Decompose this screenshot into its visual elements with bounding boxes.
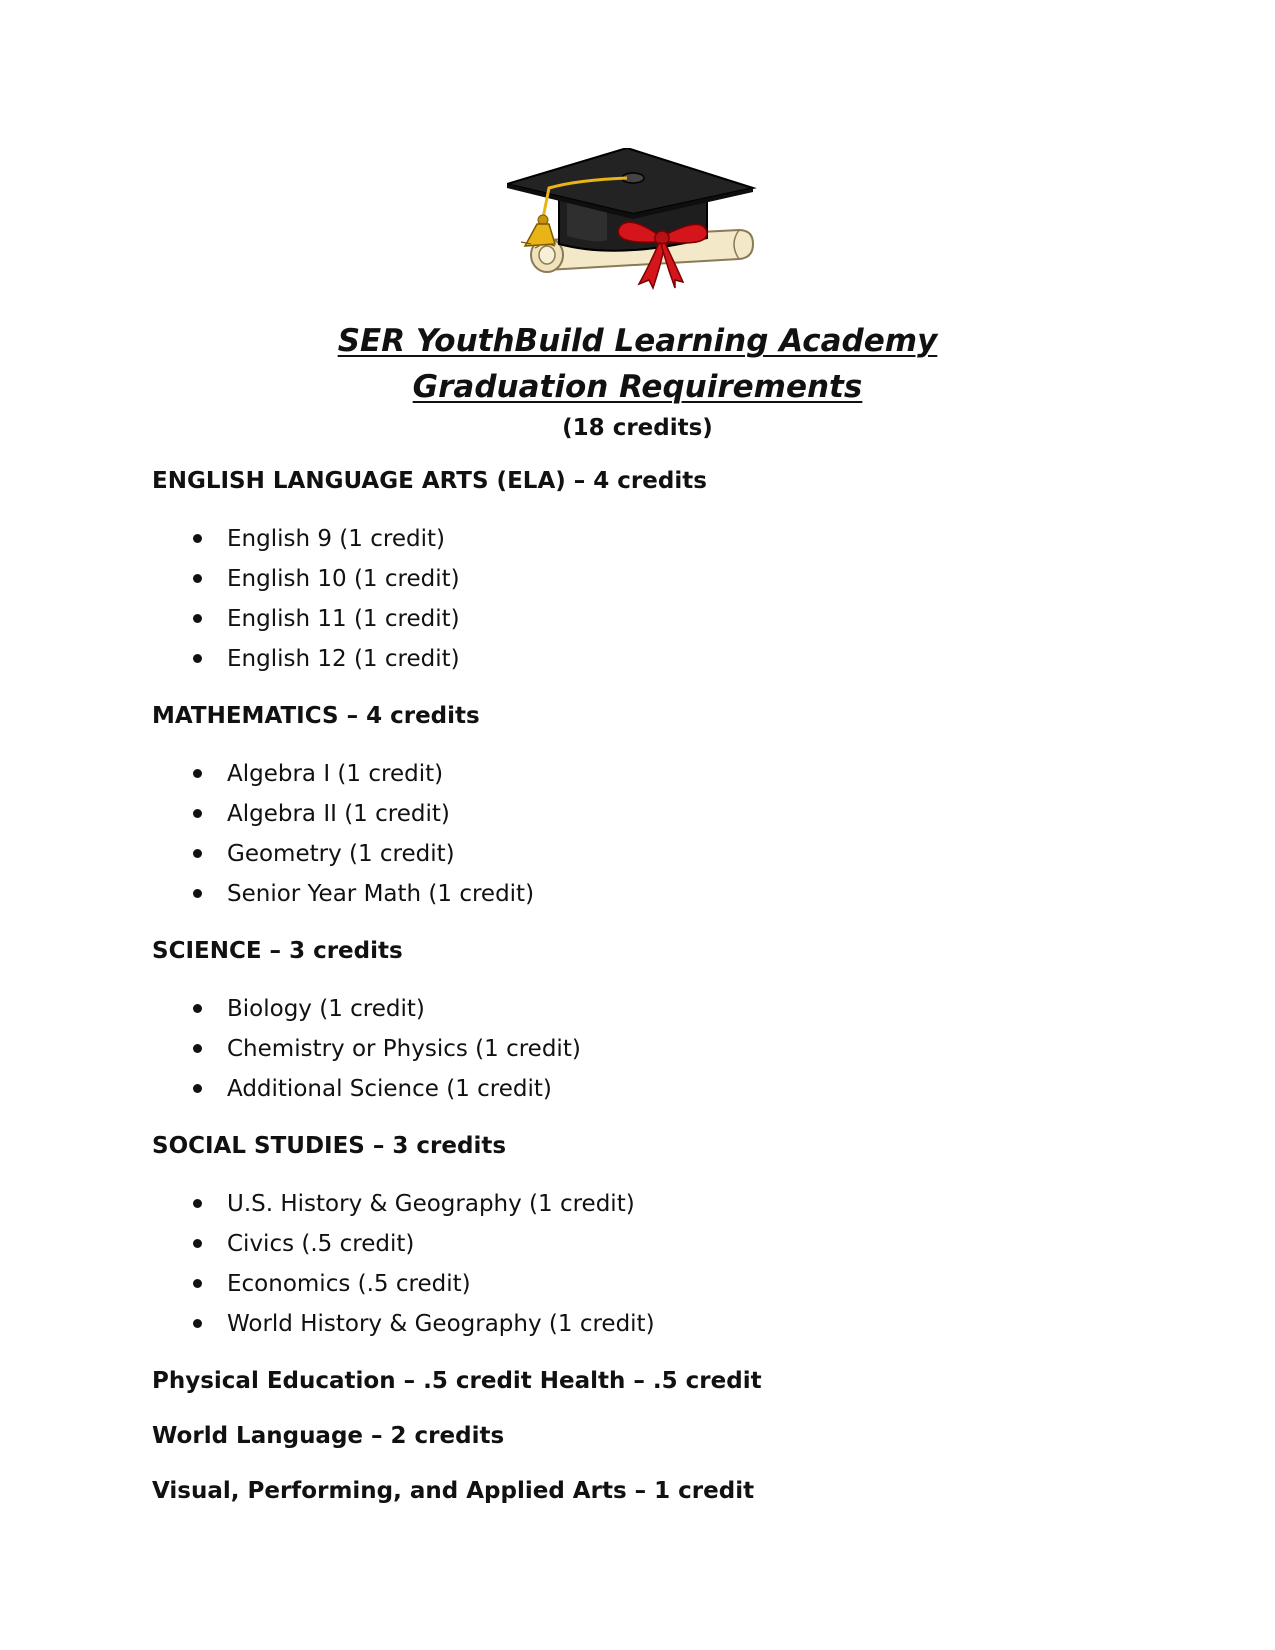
list-item: Additional Science (1 credit) xyxy=(152,1069,1152,1109)
bullet-icon xyxy=(193,1279,202,1288)
section-heading: ENGLISH LANGUAGE ARTS (ELA) – 4 credits xyxy=(152,468,707,494)
graduation-cap-icon xyxy=(507,148,769,298)
section-ela xyxy=(152,465,1152,679)
list-item: English 11 (1 credit) xyxy=(152,599,1152,639)
physical-education-health: Physical Education – .5 credit Health – .5 credit xyxy=(152,1368,762,1394)
bullet-icon xyxy=(193,574,202,583)
tassel-icon xyxy=(521,215,555,248)
list-item: Biology (1 credit) xyxy=(152,989,1152,1029)
bullet-icon xyxy=(193,1199,202,1208)
bullet-icon xyxy=(193,769,202,778)
total-credits: (18 credits) xyxy=(562,415,713,441)
bullet-icon xyxy=(193,849,202,858)
bullet-icon xyxy=(193,809,202,818)
bullet-icon xyxy=(193,1044,202,1053)
bullet-icon xyxy=(193,1319,202,1328)
list-item: Chemistry or Physics (1 credit) xyxy=(152,1029,1152,1069)
visual-performing-arts: Visual, Performing, and Applied Arts – 1 credit xyxy=(152,1478,755,1504)
list-item: English 10 (1 credit) xyxy=(152,559,1152,599)
section-social-studies xyxy=(152,1130,1152,1344)
section-mathematics xyxy=(152,700,1152,914)
list-item: English 12 (1 credit) xyxy=(152,639,1152,679)
list-item: Economics (.5 credit) xyxy=(152,1264,1152,1304)
course-list xyxy=(152,754,1152,914)
list-item: Algebra I (1 credit) xyxy=(152,754,1152,794)
section-science xyxy=(152,935,1152,1109)
bullet-icon xyxy=(193,654,202,663)
list-item: English 9 (1 credit) xyxy=(152,519,1152,559)
bullet-icon xyxy=(193,1004,202,1013)
title-block xyxy=(0,318,1275,444)
bullet-icon xyxy=(193,534,202,543)
academy-title: SER YouthBuild Learning Academy xyxy=(337,323,938,359)
course-list xyxy=(152,989,1152,1109)
world-language: World Language – 2 credits xyxy=(152,1423,505,1449)
list-item: Algebra II (1 credit) xyxy=(152,794,1152,834)
list-item: World History & Geography (1 credit) xyxy=(152,1304,1152,1344)
course-list xyxy=(152,1184,1152,1344)
requirements-content xyxy=(152,465,1152,1530)
bullet-icon xyxy=(193,614,202,623)
section-heading: SCIENCE – 3 credits xyxy=(152,938,403,964)
document-title: Graduation Requirements xyxy=(412,369,863,405)
list-item: Senior Year Math (1 credit) xyxy=(152,874,1152,914)
bullet-icon xyxy=(193,889,202,898)
bullet-icon xyxy=(193,1084,202,1093)
course-list xyxy=(152,519,1152,679)
section-heading: SOCIAL STUDIES – 3 credits xyxy=(152,1133,507,1159)
section-heading: MATHEMATICS – 4 credits xyxy=(152,703,480,729)
list-item: U.S. History & Geography (1 credit) xyxy=(152,1184,1152,1224)
list-item: Geometry (1 credit) xyxy=(152,834,1152,874)
bullet-icon xyxy=(193,1239,202,1248)
list-item: Civics (.5 credit) xyxy=(152,1224,1152,1264)
